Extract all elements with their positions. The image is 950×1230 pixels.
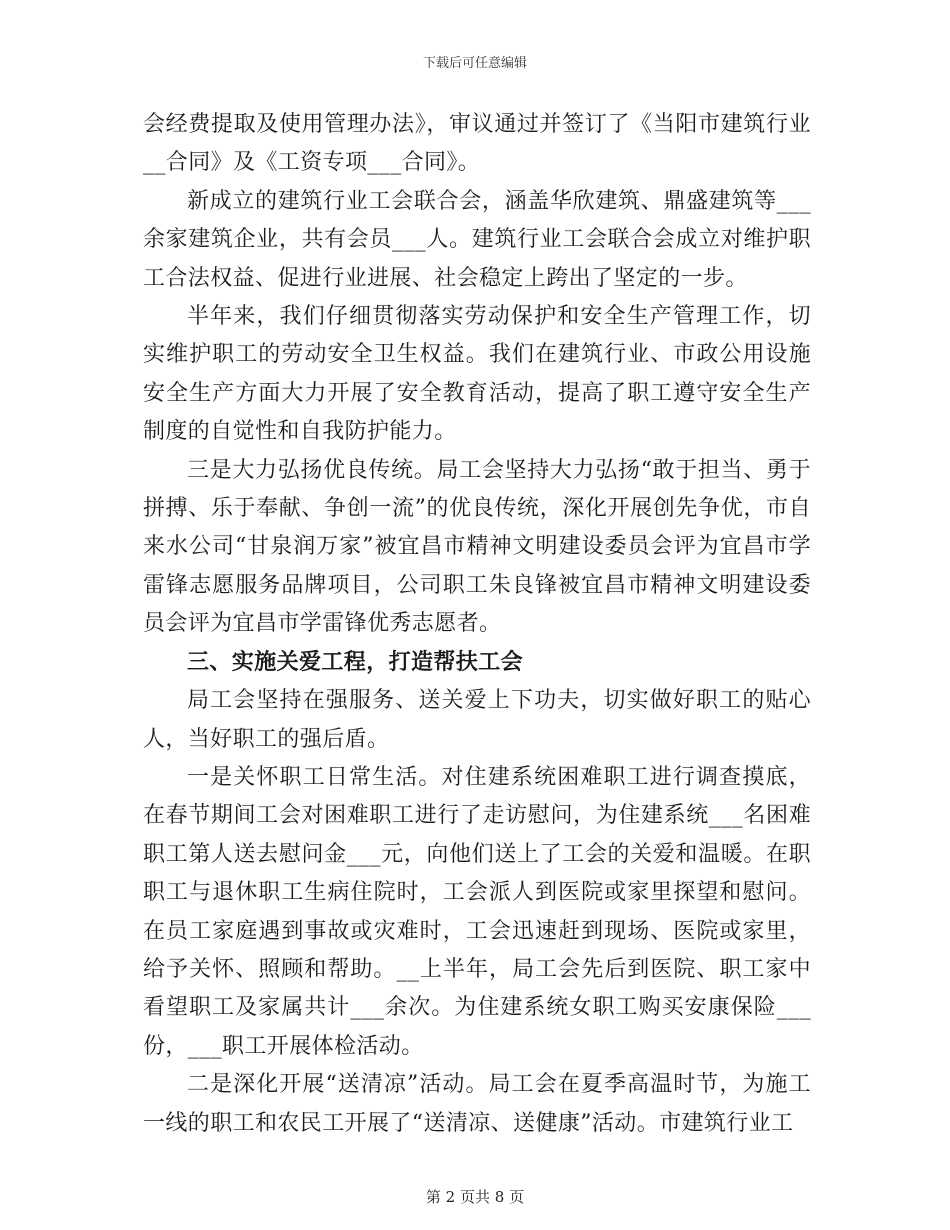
paragraph-labor-safety: 半年来，我们仔细贯彻落实劳动保护和安全生产管理工作，切实维护职工的劳动安全卫生权益。我们在建筑行业、市政公用设施安全生产方面大力开展了安全教育活动，提高了职工遵守安全生产制度的自觉性和自我防护能力。 xyxy=(143,304,811,445)
page-number: 第 2 页共 8 页 xyxy=(425,1188,525,1206)
paragraph-union-federation: 新成立的建筑行业工会联合会，涵盖华欣建筑、鼎盛建筑等___余家建筑企业，共有会员___人。建筑行业工会联合会成立对维护职工合法权益、促进行业进展、社会稳定上跨出了坚定的一步。 xyxy=(143,188,811,291)
paragraph-cooling-activity: 二是深化开展“送清凉”活动。局工会在夏季高温时节，为施工一线的职工和农民工开展了“送清凉、送健康”活动。市建筑行业工 xyxy=(143,1072,811,1136)
section-heading-care-project: 三、实施关爱工程，打造帮扶工会 xyxy=(187,649,524,675)
page-header-note: 下载后可任意编辑 xyxy=(422,56,527,71)
paragraph-service-intro: 局工会坚持在强服务、送关爱上下功夫，切实做好职工的贴心人，当好职工的强后盾。 xyxy=(143,688,811,752)
document-body xyxy=(143,106,811,1143)
paragraph-continued: 会经费提取及使用管理办法》，审议通过并签订了《当阳市建筑行业__合同》及《工资专项___合同》。 xyxy=(143,112,811,176)
paragraph-tradition: 三是大力弘扬优良传统。局工会坚持大力弘扬“敢于担当、勇于拼搏、乐于奉献、争创一流”的优良传统，深化开展创先争优，市自来水公司“甘泉润万家”被宜昌市精神文明建设委员会评为宜昌市学雷锋志愿服务品牌项目，公司职工朱良锋被宜昌市精神文明建设委员会评为宜昌市学雷锋优秀志愿者。 xyxy=(143,457,811,637)
paragraph-daily-life-care: 一是关怀职工日常生活。对住建系统困难职工进行调查摸底，在春节期间工会对困难职工进行了走访慰问，为住建系统___名困难职工第人送去慰问金___元，向他们送上了工会的关爱和温暖。在职职工与退休职工生病住院时，工会派人到医院或家里探望和慰问。在员工家庭遇到事故或灾难时，工会迅速赶到现场、医院或家里，给予关怀、照顾和帮助。__上半年，局工会先后到医院、职工家中看望职工及家属共计___余次。为住建系统女职工购买安康保险___份，___职工开展体检活动。 xyxy=(143,764,811,1059)
